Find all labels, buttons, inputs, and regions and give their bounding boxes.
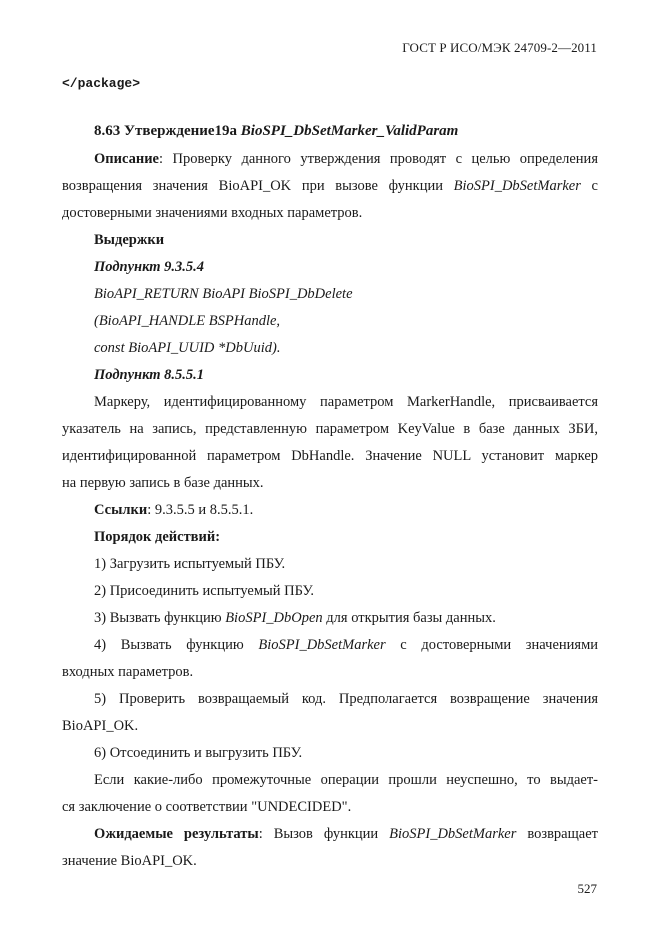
procedure-note-line-2: ся заключение о соответствии "UNDECIDED". — [62, 799, 352, 815]
excerpt-paragraph-line-1: Маркеру, идентифицированному параметром MarkerHandle, присваивается — [94, 394, 598, 410]
procedure-step-4-function: BioSPI_DbSetMarker — [258, 637, 386, 653]
procedure-step-5: 5) Проверить возвращаемый код. Предполагается возвращение значения — [94, 691, 598, 707]
references-value: : 9.3.5.5 и 8.5.5.1. — [147, 502, 254, 518]
expected-results-function: BioSPI_DbSetMarker — [389, 826, 517, 842]
procedure-step-4-continued: входных параметров. — [62, 664, 194, 680]
expected-results-label: Ожидаемые результаты — [94, 826, 259, 842]
section-heading — [94, 123, 458, 140]
procedure-step-2: 2) Присоединить испытуемый ПБУ. — [94, 583, 314, 599]
code-closing-tag: </package> — [62, 76, 141, 91]
document-header: ГОСТ Р ИСО/МЭК 24709-2—2011 — [402, 40, 597, 55]
description-line-2: возвращения значения BioAPI_OK при вызове функции BioSPI_DbSetMarker с — [62, 178, 598, 194]
section-function-name: BioSPI_DbSetMarker_ValidParam — [240, 123, 459, 139]
excerpt-paragraph-line-3: идентифицированной параметром DbHandle. Значение NULL установит маркер — [62, 448, 598, 464]
procedure-label: Порядок действий: — [94, 529, 221, 545]
section-number-title: 8.63 Утверждение19а — [94, 123, 241, 139]
procedure-step-3: 3) Вызвать функцию BioSPI_DbOpen для открытия базы данных. — [94, 610, 496, 626]
description-label: Описание — [94, 151, 159, 167]
excerpt-subclause-1: Подпункт 9.3.5.4 — [94, 259, 205, 275]
description-line-3: достоверными значениями входных параметров. — [62, 205, 363, 221]
procedure-note-line-1: Если какие-либо промежуточные операции прошли неуспешно, то выдает- — [94, 772, 598, 788]
procedure-step-3-function: BioSPI_DbOpen — [225, 610, 323, 626]
excerpt-code-line-1: BioAPI_RETURN BioAPI BioSPI_DbDelete — [94, 286, 353, 302]
excerpt-code-line-3: const BioAPI_UUID *DbUuid). — [94, 340, 281, 356]
excerpt-code-line-2: (BioAPI_HANDLE BSPHandle, — [94, 313, 281, 329]
description-line-1: Описание: Проверку данного утверждения проводят с целью определения — [94, 151, 598, 167]
references-line — [94, 502, 253, 519]
expected-results-line-1: Ожидаемые результаты: Вызов функции BioSPI_DbSetMarker возвращает — [94, 826, 598, 842]
excerpts-label: Выдержки — [94, 232, 165, 248]
expected-results-line-2: значение BioAPI_OK. — [62, 853, 197, 869]
excerpt-subclause-2: Подпункт 8.5.5.1 — [94, 367, 205, 383]
page-number: 527 — [577, 881, 597, 896]
excerpt-paragraph-line-2: указатель на запись, представленную параметром KeyValue в базе данных ЗБИ, — [62, 421, 598, 437]
procedure-step-4: 4) Вызвать функцию BioSPI_DbSetMarker с достоверными значениями — [94, 637, 598, 653]
procedure-step-1: 1) Загрузить испытуемый ПБУ. — [94, 556, 286, 572]
excerpt-paragraph-line-4: на первую запись в базе данных. — [62, 475, 264, 491]
procedure-step-5-continued: BioAPI_OK. — [62, 718, 139, 734]
procedure-step-6: 6) Отсоединить и выгрузить ПБУ. — [94, 745, 303, 761]
references-label: Ссылки — [94, 502, 148, 518]
description-function: BioSPI_DbSetMarker — [453, 178, 581, 194]
